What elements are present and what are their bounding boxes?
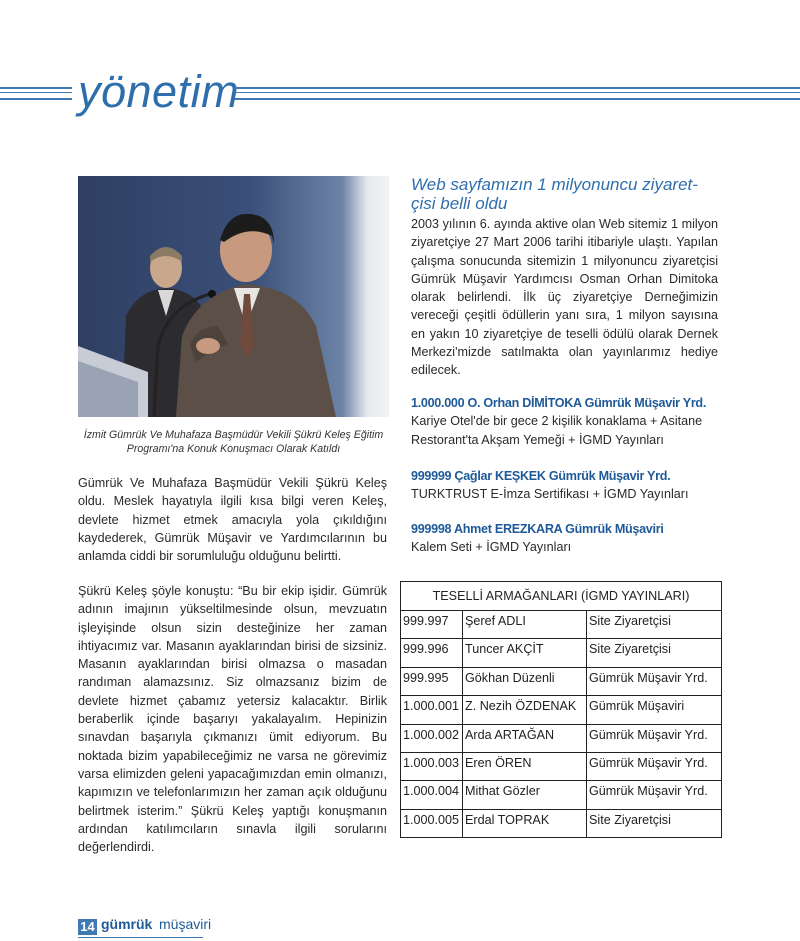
table-row [401,611,722,639]
visitor-name: Şeref ADLI [463,611,587,639]
award-winner: 1.000.000 O. Orhan DİMİTOKA Gümrük Müşavir Yrd. [411,396,707,410]
visitor-number: 999.996 [401,639,463,667]
award-prize: Restorant'ta Akşam Yemeği + İGMD Yayınları [411,432,664,447]
visitor-number: 1.000.005 [401,809,463,837]
visitor-title: Gümrük Müşavir Yrd. [587,781,722,809]
table-row [401,781,722,809]
award-winner: 999999 Çağlar KEŞKEK Gümrük Müşavir Yrd. [411,469,671,483]
table-row [401,809,722,837]
visitor-title: Gümrük Müşavir Yrd. [587,667,722,695]
award-prize: TURKTRUST E-İmza Sertifikası + İGMD Yayınları [411,487,689,502]
speaker-photo [78,176,389,417]
section-title: yönetim [78,66,240,117]
photo-caption [78,428,389,456]
table-row [401,667,722,695]
visitor-title: Gümrük Müşavir Yrd. [587,752,722,780]
article-heading-line-2: çisi belli oldu [411,194,508,213]
award-entry [411,520,741,557]
visitor-title: Site Ziyaretçisi [587,809,722,837]
visitor-title: Gümrük Müşaviri [587,696,722,724]
article-body: 2003 yılının 6. ayında aktive olan Web sitemiz 1 milyon ziyaretçiye 27 Mart 2006 tarihi itibariyle ulaştı. Yapılan çalışma sonucunda sitemizin 1 milyonuncu ziyaretçisi Gümrük Müşavir Yardımcısı Osman Orhan Dimitoka olarak belirlendi. İlk üç ziyaretçiye Derneğimizin vereceği çeşitli ödüllerin yanı sıra, 1 milyon sayısına en yakın 10 ziyaretçiye de teselli ödülü olarak Dernek Merkezi'mizde satılmakta olan yayınlarımız hediye edilecek. [411,217,718,378]
page-number: 14 [78,919,97,935]
visitor-name: Z. Nezih ÖZDENAK [463,696,587,724]
magazine-name-bold: gümrük [101,916,153,932]
visitor-number: 1.000.004 [401,781,463,809]
visitor-number: 1.000.003 [401,752,463,780]
article-heading-line-1: Web sayfamızın 1 milyonuncu ziyaret- [411,175,698,194]
award-entry [411,467,741,504]
table-row [401,724,722,752]
table-row [401,696,722,724]
header-rule-right [234,87,800,100]
magazine-name-light: müşaviri [159,916,212,932]
visitor-title: Site Ziyaretçisi [587,639,722,667]
visitor-name: Eren ÖREN [463,752,587,780]
visitor-number: 1.000.002 [401,724,463,752]
left-paragraph-1: Gümrük Ve Muhafaza Başmüdür Vekili Şükrü Keleş oldu. Meslek hayatıyla ilgili kısa bilgi veren Keleş, devlete hizmet etmek amacıyla yola çıkıldığını kaydederek, Gümrük Müşavir ve Yardımcılarının bu anlamda ciddi bir sorumluluğu olduğunu belirtti. [78,476,387,564]
article-heading [411,175,741,213]
visitor-title: Gümrük Müşavir Yrd. [587,724,722,752]
award-prize: Kalem Seti + İGMD Yayınları [411,540,572,555]
left-paragraph-2: Şükrü Keleş şöyle konuştu: “Bu bir ekip işidir. Gümrük adının imajının yükseltilmesinde olsun, mevzuatın işleyişinde olsun sizin desteğinize her zaman ihtiyacımız var. Masanın ayaklarından birisi de sizsiniz. Masanın ayaklarından birisi olmazsa o masadan randıman alamazsınız. Siz olmazsanız bizim de devlete hizmet çabamız yetersiz kalacaktır. Birlik beraberlik içinde başarıyı yakalayalım. Hepinizin sınavdan başarıyla çıkmanızı ümit ediyorum. Bu noktada bizim yapabileceğimiz ne varsa ne görevimiz varsa elimizden geleni yapacağımızdan emin olmanızı, kapımızın ve telefonlarımızın her zaman açık olduğunu belirtmek isterim.” Şükrü Keleş yaptığı konuşmanın ardından katılımcıların sınavla ilgili sorularını değerlendirdi. [78,584,387,855]
photo-illustration [78,176,389,417]
header-rule-left [0,87,72,100]
table-title: TESELLİ ARMAĞANLARI (İGMD YAYINLARI) [401,582,722,611]
table-row [401,639,722,667]
consolation-prizes-table [400,581,722,838]
visitor-number: 1.000.001 [401,696,463,724]
table-row [401,752,722,780]
award-prize: Kariye Otel'de bir gece 2 kişilik konaklama + Asitane [411,414,703,429]
visitor-name: Mithat Gözler [463,781,587,809]
caption-line-2: Programı'na Konuk Konuşmacı Olarak Katıldı [126,443,341,455]
visitor-name: Arda ARTAĞAN [463,724,587,752]
visitor-number: 999.995 [401,667,463,695]
footer-rule [78,937,203,938]
award-winner: 999998 Ahmet EREZKARA Gümrük Müşaviri [411,522,664,536]
visitor-name: Tuncer AKÇİT [463,639,587,667]
visitor-title: Site Ziyaretçisi [587,611,722,639]
caption-line-1: İzmit Gümrük Ve Muhafaza Başmüdür Vekili Şükrü Keleş Eğitim [83,429,384,441]
visitor-number: 999.997 [401,611,463,639]
visitor-name: Gökhan Düzenli [463,667,587,695]
visitor-name: Erdal TOPRAK [463,809,587,837]
award-entry [411,394,741,449]
